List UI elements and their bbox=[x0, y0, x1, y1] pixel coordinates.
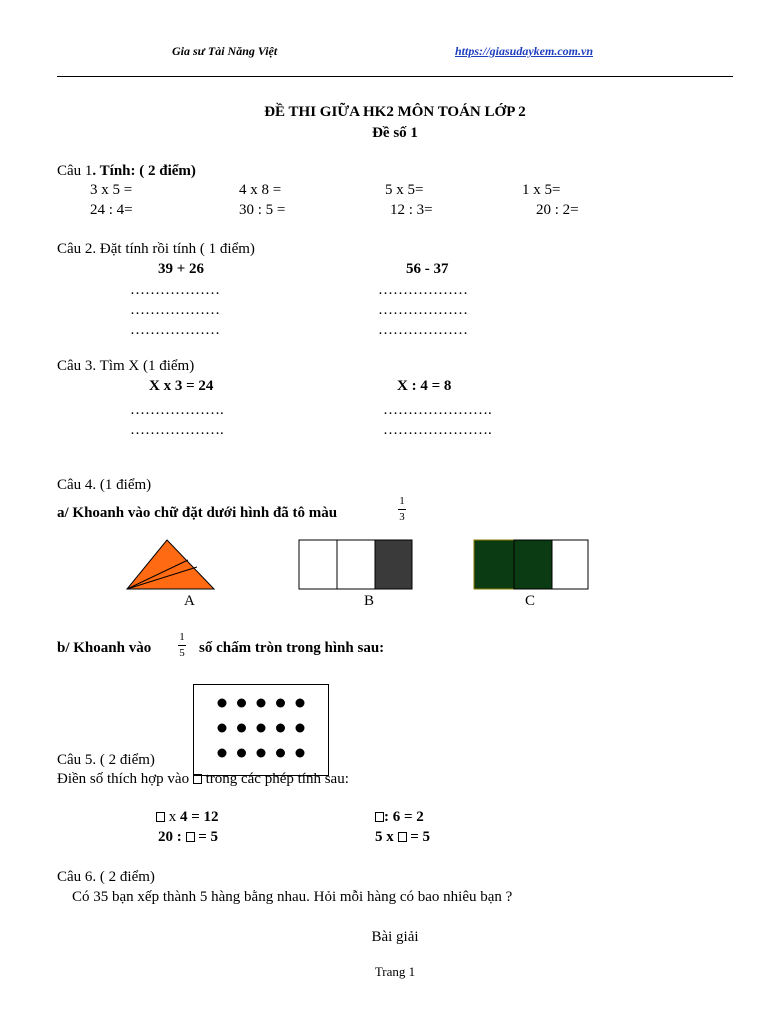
dot[interactable] bbox=[257, 699, 266, 708]
q2-right-expr: 56 - 37 bbox=[406, 261, 449, 277]
blank-box-icon bbox=[193, 774, 202, 784]
answer-dots: ………………. bbox=[130, 422, 224, 438]
answer-dots: ……………… bbox=[130, 302, 220, 318]
q2-left-expr: 39 + 26 bbox=[158, 261, 205, 277]
q1-heading: Câu 1. Tính: ( 2 điểm) bbox=[57, 163, 196, 179]
q4-part-a: a/ Khoanh vào chữ đặt dưới hình đã tô màu bbox=[57, 505, 338, 521]
fraction-one-third: 1 3 bbox=[399, 495, 405, 523]
q3-left-expr: X x 3 = 24 bbox=[149, 378, 214, 394]
dot[interactable] bbox=[257, 724, 266, 733]
exam-subtitle: Đề số 1 bbox=[372, 125, 418, 141]
blank-box-icon bbox=[375, 812, 384, 822]
dot[interactable] bbox=[276, 699, 285, 708]
answer-dots: ……………… bbox=[130, 282, 220, 298]
dot[interactable] bbox=[237, 724, 246, 733]
answer-dots: ……………… bbox=[378, 302, 468, 318]
dot[interactable] bbox=[296, 699, 305, 708]
header-website-link[interactable]: https://giasudaykem.com.vn bbox=[455, 44, 593, 58]
dot[interactable] bbox=[237, 749, 246, 758]
dot[interactable] bbox=[276, 749, 285, 758]
q3-right-expr: X : 4 = 8 bbox=[397, 378, 452, 394]
dot-grid-box bbox=[193, 684, 329, 776]
shape-c-rectangle bbox=[474, 540, 588, 589]
shape-label-c: C bbox=[525, 593, 536, 609]
dot[interactable] bbox=[218, 749, 227, 758]
q5-equation-4: 5 x = 5 bbox=[375, 829, 431, 845]
dot[interactable] bbox=[218, 699, 227, 708]
header-site-name: Gia sư Tài Năng Việt bbox=[172, 44, 278, 58]
q6-problem-text: Có 35 bạn xếp thành 5 hàng bằng nhau. Hỏi mỗi hàng có bao nhiêu bạn ? bbox=[72, 889, 513, 905]
answer-dots: …………………. bbox=[383, 402, 492, 418]
q5-equation-3: : 6 = 2 bbox=[375, 809, 424, 826]
q5-instruction: Điền số thích hợp vào trong các phép tính sau: bbox=[57, 771, 349, 787]
page-number: Trang 1 bbox=[374, 964, 416, 979]
q4-part-b-prefix: b/ Khoanh vào bbox=[57, 640, 152, 656]
q2-heading: Câu 2. Đặt tính rồi tính ( 1 điểm) bbox=[57, 241, 255, 257]
dot[interactable] bbox=[296, 749, 305, 758]
blank-box-icon bbox=[398, 832, 407, 842]
q5-equation-1: x 4 = 12 bbox=[156, 809, 219, 826]
dot[interactable] bbox=[237, 699, 246, 708]
shape-label-b: B bbox=[364, 593, 375, 609]
shape-a-triangle bbox=[127, 540, 214, 589]
answer-dots: ……………… bbox=[378, 282, 468, 298]
q1-expr: 4 x 8 = bbox=[239, 182, 282, 198]
answer-dots: ……………… bbox=[378, 322, 468, 338]
exam-title: ĐỀ THI GIỮA HK2 MÔN TOÁN LỚP 2 bbox=[264, 104, 526, 120]
q1-expr: 20 : 2= bbox=[536, 202, 579, 218]
dot[interactable] bbox=[257, 749, 266, 758]
q3-heading: Câu 3. Tìm X (1 điểm) bbox=[57, 358, 195, 374]
q1-expr: 1 x 5= bbox=[522, 182, 561, 198]
dot[interactable] bbox=[296, 724, 305, 733]
q5-heading: Câu 5. ( 2 điểm) bbox=[57, 752, 155, 768]
dot[interactable] bbox=[218, 724, 227, 733]
q1-expr: 24 : 4= bbox=[90, 202, 133, 218]
shape-b-rectangle bbox=[299, 540, 412, 589]
q1-expr: 3 x 5 = bbox=[90, 182, 133, 198]
dot[interactable] bbox=[276, 724, 285, 733]
solution-label: Bài giải bbox=[371, 929, 419, 945]
answer-dots: ……………… bbox=[130, 322, 220, 338]
fraction-one-fifth: 1 5 bbox=[179, 631, 185, 659]
q1-expr: 12 : 3= bbox=[390, 202, 433, 218]
q1-expr: 5 x 5= bbox=[385, 182, 424, 198]
answer-dots: …………………. bbox=[383, 422, 492, 438]
q5-equation-2: 20 : = 5 bbox=[158, 829, 219, 845]
q4-heading: Câu 4. (1 điểm) bbox=[57, 477, 152, 493]
blank-box-icon bbox=[186, 832, 195, 842]
q4-part-b-suffix: số chấm tròn trong hình sau: bbox=[199, 640, 385, 656]
q1-expr: 30 : 5 = bbox=[239, 202, 286, 218]
dot-grid bbox=[194, 685, 328, 775]
q6-heading: Câu 6. ( 2 điểm) bbox=[57, 869, 155, 885]
blank-box-icon bbox=[156, 812, 165, 822]
answer-dots: ………………. bbox=[130, 402, 224, 418]
shape-label-a: A bbox=[184, 593, 195, 609]
